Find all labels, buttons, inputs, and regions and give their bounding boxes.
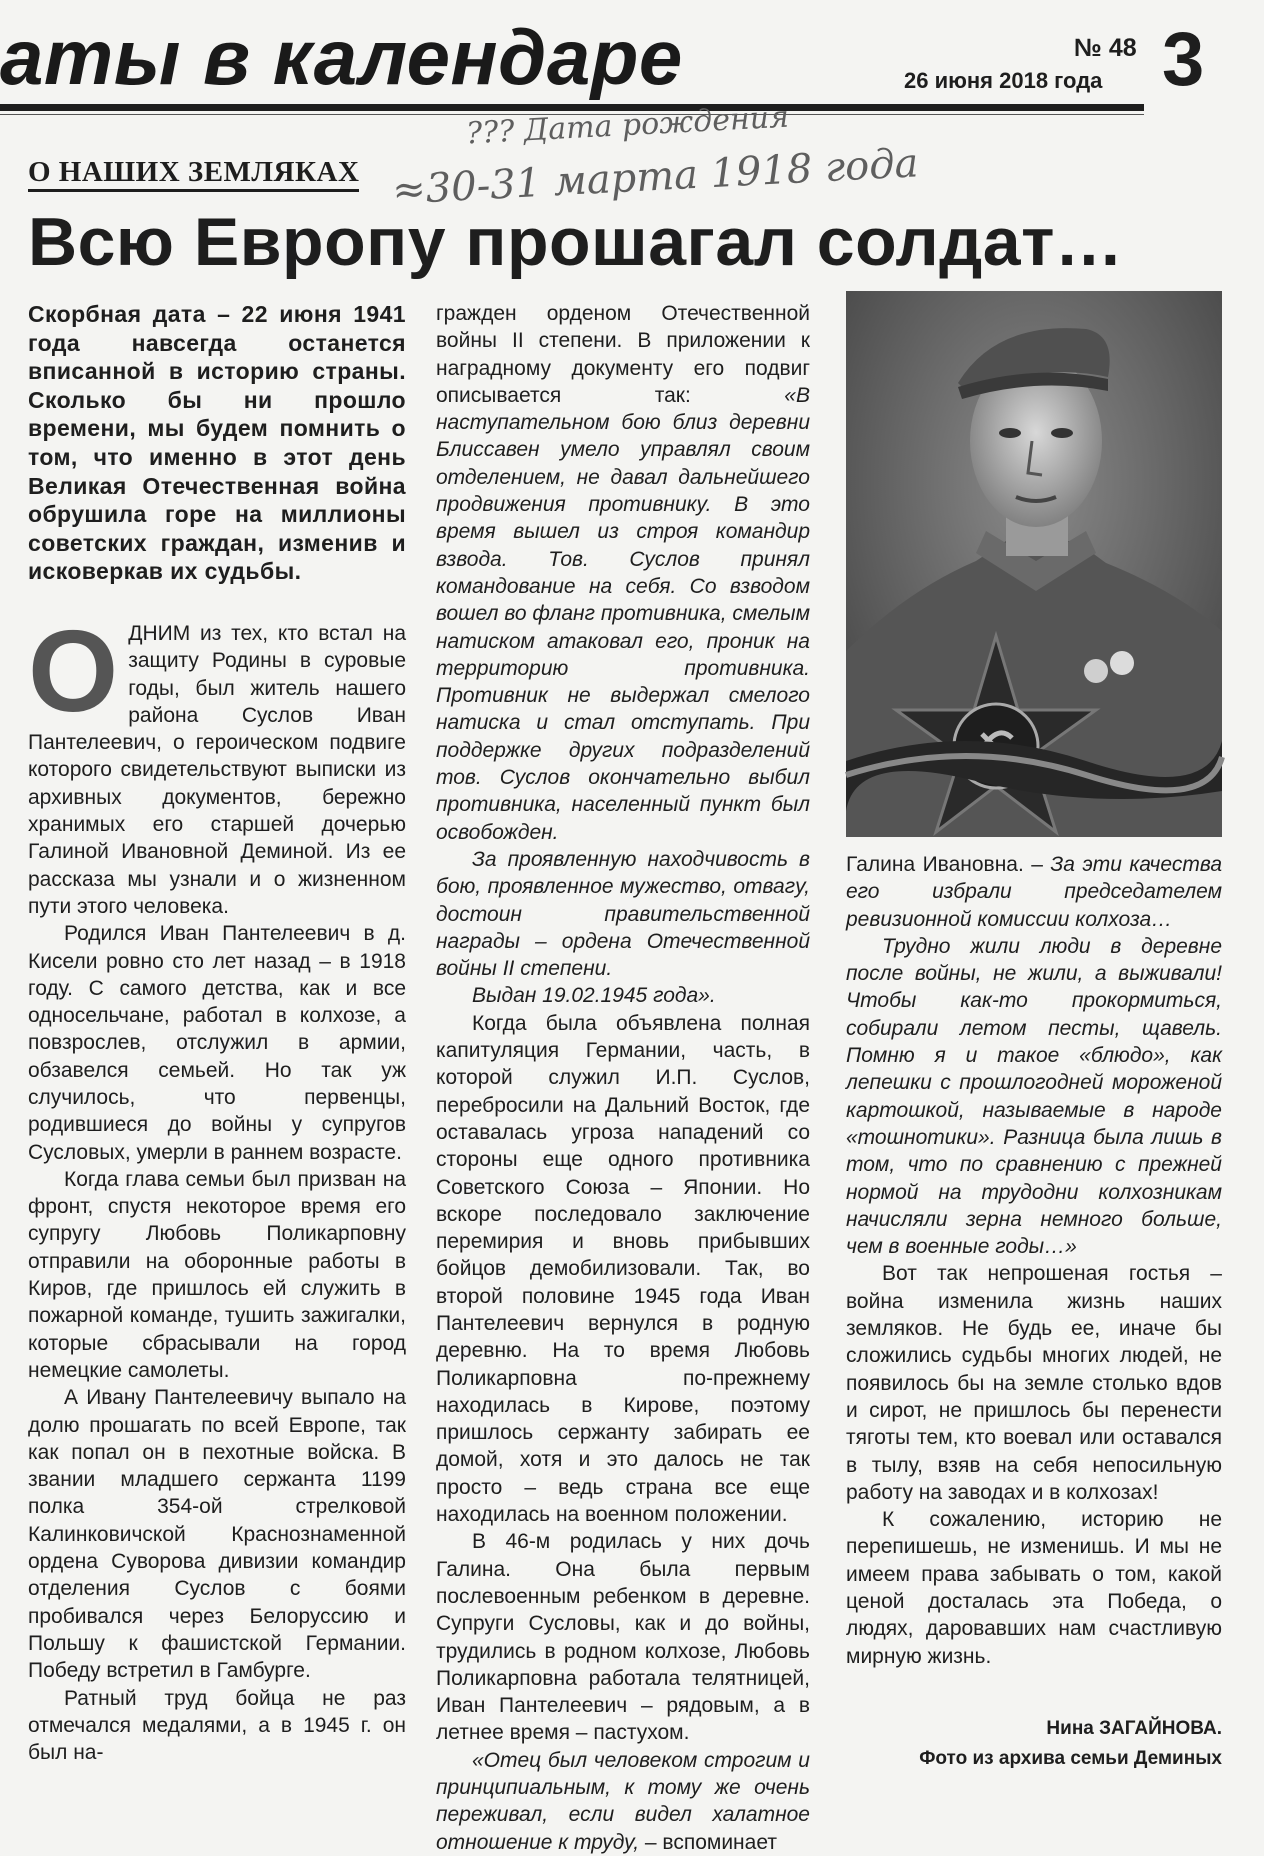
paragraph-4: А Ивану Пантелеевичу выпало на долю прошагать по всей Европе, так как попал он в пехотные войска. В звании младшего сержанта 1199 полка 354-ой стрелковой Калинковичской Краснознаменной ордена Суворова дивизии командир отделения Суслов с боями пробивался через Белоруссию и Польшу к фашистской Германии. Победу встретил в Гамбурге. (28, 1386, 406, 1683)
paragraph-12-quote: За эти качества его избрали председателем ревизионной комиссии колхоза… (846, 853, 1223, 931)
paragraph-12 (846, 851, 1222, 933)
paragraph-11 (436, 1747, 810, 1856)
paragraph-5: Ратный труд бойца не раз отмечался медалями, а в 1945 г. он был на- (28, 1686, 406, 1765)
issue-number: № 48 (1074, 34, 1137, 62)
handwritten-note-line2: ≈30-31 марта 1918 года (391, 140, 920, 214)
lead-paragraph: Скорбная дата – 22 июня 1941 года навсегда останется вписанной в историю страны. Сколько бы ни прошло времени, мы будем помнить о том, что именно в этот день Великая Отечественная война обрушила горе на миллионы советских граждан, изменив и исковеркав их судьбы. (28, 301, 406, 585)
daughter-quote: «Отец был человеком строгим и принципиальным, к тому же очень переживал, если видел халатное отношение к труду, (436, 1748, 810, 1854)
paragraph-15: К сожалению, историю не перепишешь, не изменишь. И мы не имеем права забывать о том, какой ценой досталась эта Победа, о людях, даровавших нам счастливую мирную жизнь. (846, 1508, 1222, 1668)
handwritten-note-line1: ??? Дата рождения (465, 99, 790, 152)
paragraph-1-text: ДНИМ из тех, кто встал на защиту Родины в суровые годы, был житель нашего района Суслов Иван Пантелеевич, о героическом подвиге которого свидетельствуют выписки из архивных документов, бережно хранимых его старшей дочерью Галиной Ивановной Деминой. Из ее рассказа мы узнали и о жизненном пути этого человека. (28, 621, 406, 918)
drop-cap: О (28, 605, 119, 736)
soldier-photo (846, 291, 1222, 837)
issue-date: 26 июня 2018 года (904, 68, 1103, 93)
column-2 (436, 300, 810, 1854)
paragraph-12-lead: Галина Ивановна. – (846, 853, 1043, 876)
rubric: О НАШИХ ЗЕМЛЯКАХ (28, 158, 359, 192)
page-number: 3 (1162, 17, 1205, 102)
paragraph-14: Вот так непрошеная гостья – война изменила жизнь наших земляков. Не будь ее, иначе бы сложились судьбы многих людей, не появилось бы на земле столько вдов и сирот, не пришлось бы перенести тяготы тем, кто воевал или оставался в тылу, взяв на себя непосильную работу на заводах и в колхозах! (846, 1262, 1222, 1504)
column-1 (28, 300, 406, 1800)
award-quote: «В наступательном бою близ деревни Блиссавен умело управлял своим отделением, не давал дальнейшего продвижения противнику. В это время вышел из строя командир взвода. Тов. Суслов принял командование на себя. Со взводом вошел во фланг противника, смелым натиском атаковал его, проник на территорию противника. Противник не выдержал смелого натиска и стал отступать. При поддержке других подразделений тов. Суслов окончательно выбил противника, населенный пункт был освобожден. (436, 383, 810, 844)
paragraph-3: Когда глава семьи был призван на фронт, спустя некоторое время его супругу Любовь Поликарповну отправили на оборонные работы в Киров, где пришлось ей служить в пожарной команде, тушить зажигалки, которые сбрасывали на город немецкие самолеты. (28, 1167, 406, 1382)
paragraph-8: Выдан 19.02.1945 года». (472, 984, 716, 1008)
paragraph-1 (28, 605, 406, 920)
byline (846, 1714, 1222, 1774)
paragraph-7: За проявленную находчивость в бою, проявленное мужество, отвагу, достоин правительственной награды – ордена Отечественной войны II степени. (436, 847, 810, 981)
section-title: аты в календаре (0, 13, 683, 101)
paragraph-13: Трудно жили люди в деревне после войны, не жили, а выживали! Чтобы как-то прокормиться, собирали летом песты, щавель. Помню я и такое «блюдо», как лепешки с прошлогодней мороженой картошкой, называемые в народе «тошнотики». Разница была лишь в том, что по сравнению с прежней нормой на трудодни колхозникам начисляли зерна немного больше, чем в военные годы…» (846, 934, 1222, 1259)
paragraph-6 (436, 300, 810, 846)
paragraph-11-tail: – вспоминает (644, 1830, 777, 1854)
headline: Всю Европу прошагал солдат… (28, 204, 1124, 280)
paragraph-6-text: гражден орденом Отечественной войны II степени. В приложении к наградному документу его подвиг описывается так: (436, 302, 810, 407)
photo-credit: Фото из архива семьи Деминых (919, 1748, 1222, 1769)
paragraph-9: Когда была объявлена полная капитуляция Германии, часть, в которой служил И.П. Суслов, перебросили на Дальний Восток, где оставалась угроза нападений со стороны еще одного противника Советского Союза – Японии. Но вскоре последовало заключение перемирия и вновь прибывших бойцов демобилизовали. Так, во второй половине 1945 года Иван Пантелеевич вернулся в родную деревню. На то время Любовь Поликарповна по-прежнему находилась в Кирове, поэтому пришлось сержанту забирать ее домой, хотя и это далось не так просто – ведь страна все еще находилась на военном положении. (436, 1011, 810, 1527)
paragraph-2: Родился Иван Пантелеевич в д. Кисели ровно сто лет назад – в 1918 году. С самого детства, как и все односельчане, работал в колхозе, а повзрослев, отслужил в армии, обзавелся семьей. Но так уж случилось, что первенцы, родившиеся до войны у супругов Сусловых, умерли в раннем возрасте. (28, 922, 406, 1164)
soldier-portrait-icon (846, 291, 1222, 837)
author-name: Нина ЗАГАЙНОВА. (1046, 1718, 1222, 1739)
paragraph-10: В 46-м родилась у них дочь Галина. Она была первым послевоенным ребенком в деревне. Супруги Сусловы, как и до войны, трудились в родном колхозе, Любовь Поликарповна работала телятницей, Иван Пантелеевич – рядовым, а в летнее время – пастухом. (436, 1530, 810, 1745)
column-3 (846, 851, 1222, 1801)
